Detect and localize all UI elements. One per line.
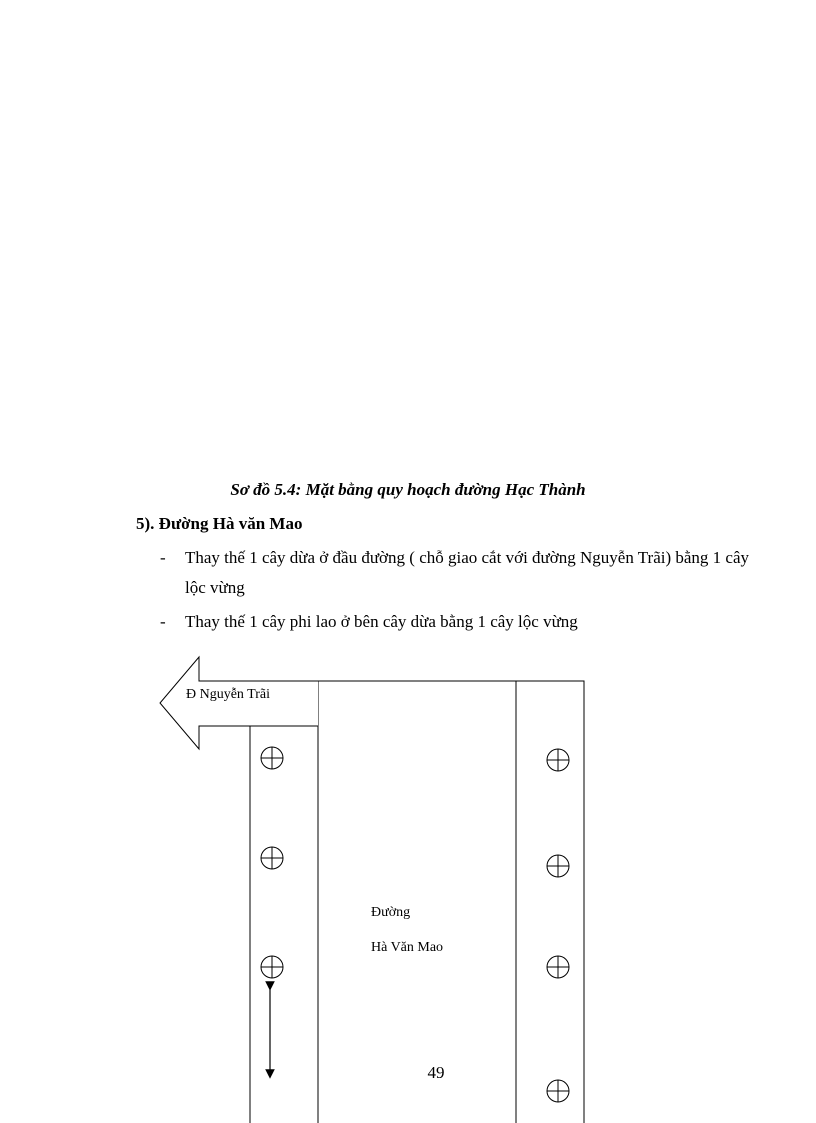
tree-symbol-left-3	[261, 956, 283, 978]
road-label-line2: Hà Văn Mao	[371, 940, 444, 955]
bullet-text: Thay thế 1 cây phi lao ở bên cây dừa bằng 1 cây lộc vừng	[185, 612, 578, 631]
tree-symbol-right-3	[547, 956, 569, 978]
direction-arrow	[160, 657, 318, 749]
page-number: 49	[427, 1063, 445, 1082]
road-label-line1: Đường	[371, 905, 411, 920]
tree-symbol-right-1	[547, 749, 569, 771]
tree-symbol-left-1	[261, 747, 283, 769]
list-item	[160, 607, 750, 637]
road-plan-diagram	[0, 650, 816, 1123]
tree-symbol-left-2	[261, 847, 283, 869]
tree-symbol-right-4	[547, 1080, 569, 1102]
bullet-dash: -	[160, 612, 166, 631]
arrow-label: Đ Nguyễn Trãi	[186, 687, 271, 702]
right-sidewalk	[516, 681, 584, 1123]
tree-symbol-right-2	[547, 855, 569, 877]
diagram-caption: Sơ đồ 5.4: Mặt bằng quy hoạch đường Hạc Thành	[230, 480, 586, 499]
list-item	[160, 543, 750, 605]
section-heading: 5). Đường Hà văn Mao	[136, 514, 303, 533]
bullet-text: Thay thế 1 cây dừa ở đầu đường ( chỗ giao cắt với đường Nguyễn Trãi) bằng 1 cây lộc vừng	[185, 548, 750, 597]
bullet-dash: -	[160, 548, 166, 567]
